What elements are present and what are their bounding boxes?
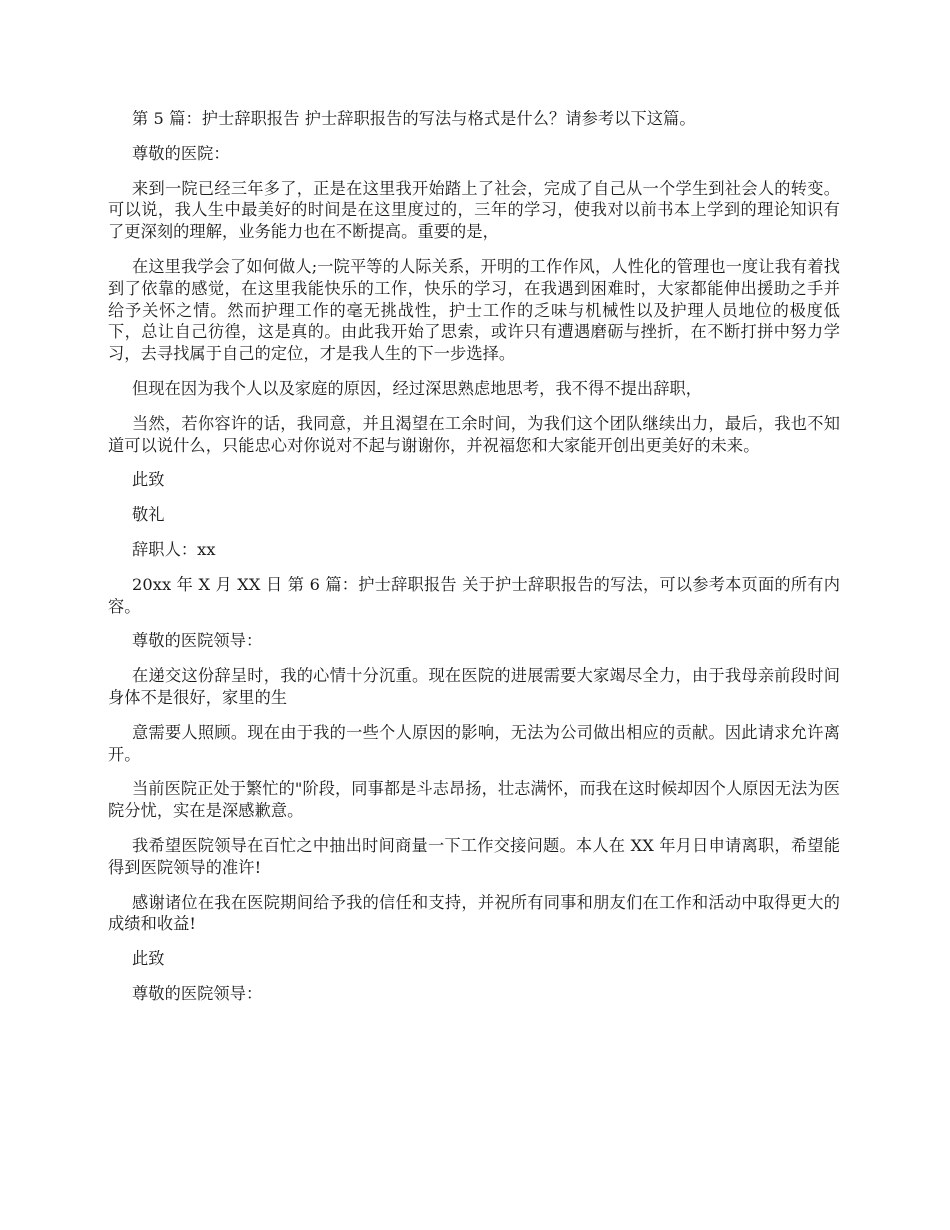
closing-line: 此致 — [132, 470, 165, 490]
paragraph: 当然，若你容许的话，我同意，并且渴望在工余时间，为我们这个团队继续出力，最后，我也不知道可以说什么，只能忠心对你说对不起与谢谢你，并祝福您和大家能开创出更美好的未来。 — [108, 413, 840, 455]
closing-line: 此致 — [132, 949, 165, 969]
salutation: 尊敬的医院领导： — [132, 631, 263, 651]
salutation: 尊敬的医院领导： — [132, 983, 263, 1003]
paragraph: 感谢诸位在我在医院期间给予我的信任和支持，并祝所有同事和朋友们在工作和活动中取得更大的成绩和收益! — [108, 892, 840, 934]
closing-line: 敬礼 — [132, 505, 165, 525]
paragraph: 我希望医院领导在百忙之中抽出时间商量一下工作交接问题。本人在 XX 年月日申请离职，希望能得到医院领导的准许! — [108, 835, 840, 877]
paragraph: 第 5 篇：护士辞职报告 护士辞职报告的写法与格式是什么？请参考以下这篇。 — [132, 109, 696, 128]
salutation: 尊敬的医院： — [132, 143, 230, 163]
paragraph: 在这里我学会了如何做人;一院平等的人际关系，开明的工作作风，人性化的管理也一度让我有着找到了依靠的感觉，在这里我能快乐的工作，快乐的学习，在我遇到困难时，大家都能伸出援助之手并给予关怀之情。然而护理工作的毫无挑战性，护士工作的乏味与机械性以及护理人员地位的极度低下，总让自己彷徨，这是真的。由此我开始了思索，或许只有遭遇磨砺与挫折，在不断打拼中努力学习，去寻找属于自己的定位，才是我人生的下一步选择。 — [108, 256, 840, 364]
paragraph: 在递交这份辞呈时，我的心情十分沉重。现在医院的进展需要大家竭尽全力，由于我母亲前段时间身体不是很好，家里的生 — [108, 666, 840, 707]
paragraph: 意需要人照顾。现在由于我的一些个人原因的影响，无法为公司做出相应的贡献。因此请求允许离开。 — [108, 722, 840, 764]
signature-line: 辞职人：xx — [132, 539, 216, 559]
paragraph: 但现在因为我个人以及家庭的原因，经过深思熟虑地思考，我不得不提出辞职， — [132, 378, 703, 398]
paragraph: 来到一院已经三年多了，正是在这里我开始踏上了社会，完成了自己从一个学生到社会人的转变。可以说，我人生中最美好的时间是在这里度过的，三年的学习，使我对以前书本上学到的理论知识有了更深刻的理解，业务能力也在不断提高。重要的是， — [108, 178, 840, 242]
paragraph: 20xx 年 X 月 XX 日 第 6 篇：护士辞职报告 关于护士辞职报告的写法，可以参考本页面的所有内容。 — [108, 574, 840, 616]
paragraph: 当前医院正处于繁忙的"阶段，同事都是斗志昂扬，壮志满怀，而我在这时候却因个人原因无法为医院分忧，实在是深感歉意。 — [108, 779, 840, 821]
document-page — [108, 108, 840, 1018]
